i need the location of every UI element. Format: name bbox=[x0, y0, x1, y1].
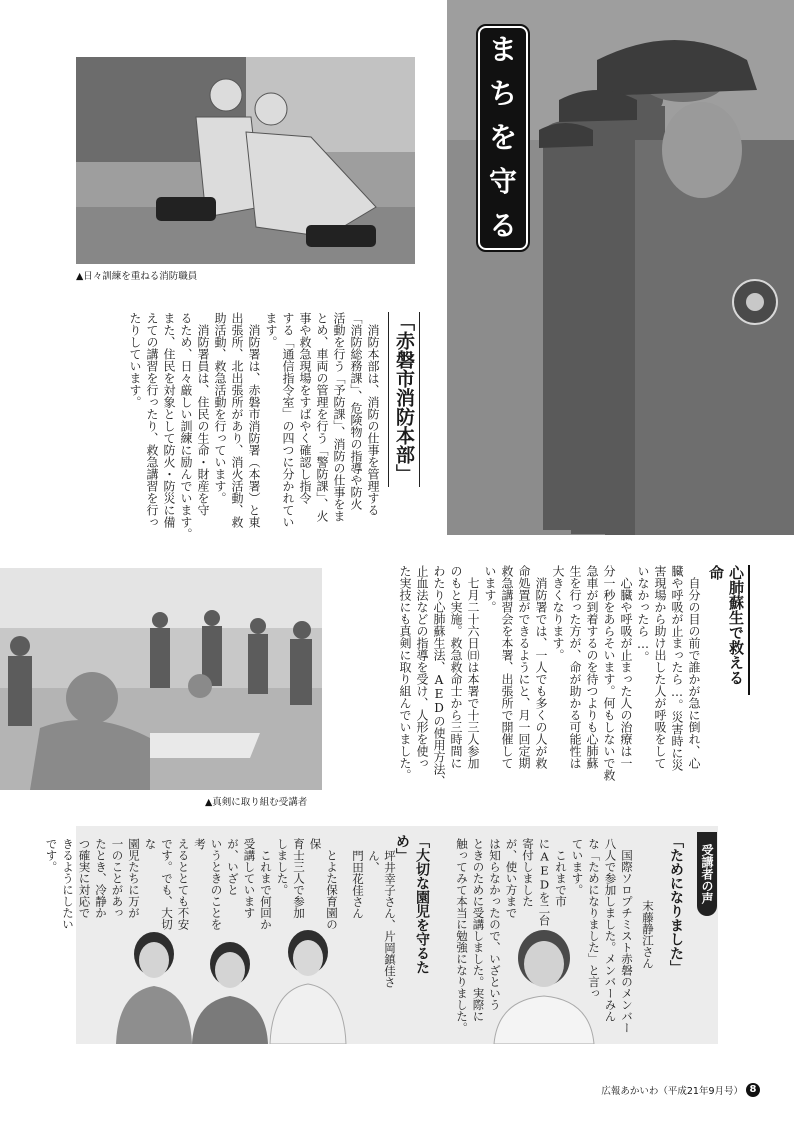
training-photo bbox=[76, 57, 415, 264]
title-char: 守 bbox=[488, 165, 517, 198]
title-char: を bbox=[488, 121, 517, 154]
voice2-body: とよた保育園の保 育士三人で参加 しました。 これまで何回か 受講していますが、いざと いうときのことを考 えるととても不安 です。でも、大切な 園児たちに万が 一のことがあっ たとき、冷静か つ確実に対応で きるようにしたいです。 bbox=[44, 838, 339, 930]
course-photo-caption: ▲真剣に取り組む受講者 bbox=[205, 797, 308, 808]
cpr-body: 自分の目の前で誰かが急に倒れ、心 臓や呼吸が止まったら…。災害時に災 害現場から助け出した人が呼吸をして いなかったら…。 心臓や呼吸が止まった人の治療は一 分一秒をあらそいます。何もしないで救 急車が到着するのを待つよりも心肺蘇 生を行った方が、命が助かる可能性は 大きくなります。 消防署では、一人でも多くの人が救 命処置ができるようにと、月一回定期 救急講習会を本署、出張所で開催して います。 七月二十六日㈰は本署で十三人参加 のもと実施。救急救命士から三時間に わたり心肺蘇生法、AEDの使用方法、 止血法などの指導を受け、人形を使っ た実技にも真剣に取り組んでいました。 bbox=[398, 565, 701, 787]
voice1-body: 国際ソロプチミスト赤磐のメンバー 八人で参加しました。メンバーみん な「ためになりました」と言っ ています。 これまで市 にAEDを二台 寄付しました が、使い方まで は知らなかったので、いざという ときのために受講しました。実際に 触ってみて本当に勉強になりました。 bbox=[455, 838, 634, 1034]
voice1-portrait bbox=[488, 920, 600, 1044]
voice1-heading: 「ためになりました」 bbox=[668, 834, 684, 974]
page-number: 8 bbox=[746, 1083, 760, 1097]
fire-dept-heading: 「赤磐市消防本部」 bbox=[388, 312, 420, 487]
training-photo-caption: ▲日々訓練を重ねる消防職員 bbox=[76, 271, 198, 282]
cpr-heading: 心肺蘇生で救える命 bbox=[706, 565, 750, 695]
course-photo bbox=[0, 568, 322, 790]
training-illustration bbox=[76, 57, 415, 264]
voice2-portraits bbox=[112, 922, 350, 1044]
footer bbox=[600, 1082, 760, 1098]
title-char: る bbox=[488, 209, 517, 242]
publication-name: 広報あかいわ（平成21年9月号） bbox=[601, 1086, 743, 1097]
woman-portrait-illustration bbox=[488, 920, 600, 1044]
title-char: ち bbox=[488, 77, 517, 110]
page-title-box bbox=[478, 26, 528, 250]
voices-label: 受講者の声 bbox=[697, 832, 717, 916]
three-teachers-illustration bbox=[112, 922, 350, 1044]
course-illustration bbox=[0, 568, 322, 790]
voice2-names: 坪井幸子さん、片岡鎮佳さん、 門田花佳さん bbox=[351, 850, 397, 988]
voice2-heading: 「大切な園児を守るため」 bbox=[394, 834, 430, 974]
title-char: ま bbox=[488, 33, 517, 66]
voice1-name: 末藤静江さん bbox=[641, 900, 655, 969]
page-title bbox=[480, 28, 526, 248]
fire-dept-body: 消防本部は、消防の仕事を管理する 「消防総務課」、危険物の指導や防火 活動を行う「予防課」、消防の仕事をま とめ、車両の管理を行う「警防課」、火 事や救急現場をすばやく確認し指令 する「通信指令室」の四つに分かれてい ます。 消防署は、赤磐市消防署（本署）と東 出張所、北出張所があり、消火活動、救 助活動、救急活動を行っています。 消防署員は、住民の生命・財産を守 るため、日々厳しい訓練に励んでいます。 また、住民を対象として防火・防災に備 えての講習を行ったり、救急講習を行っ たりしています。 bbox=[128, 312, 380, 540]
